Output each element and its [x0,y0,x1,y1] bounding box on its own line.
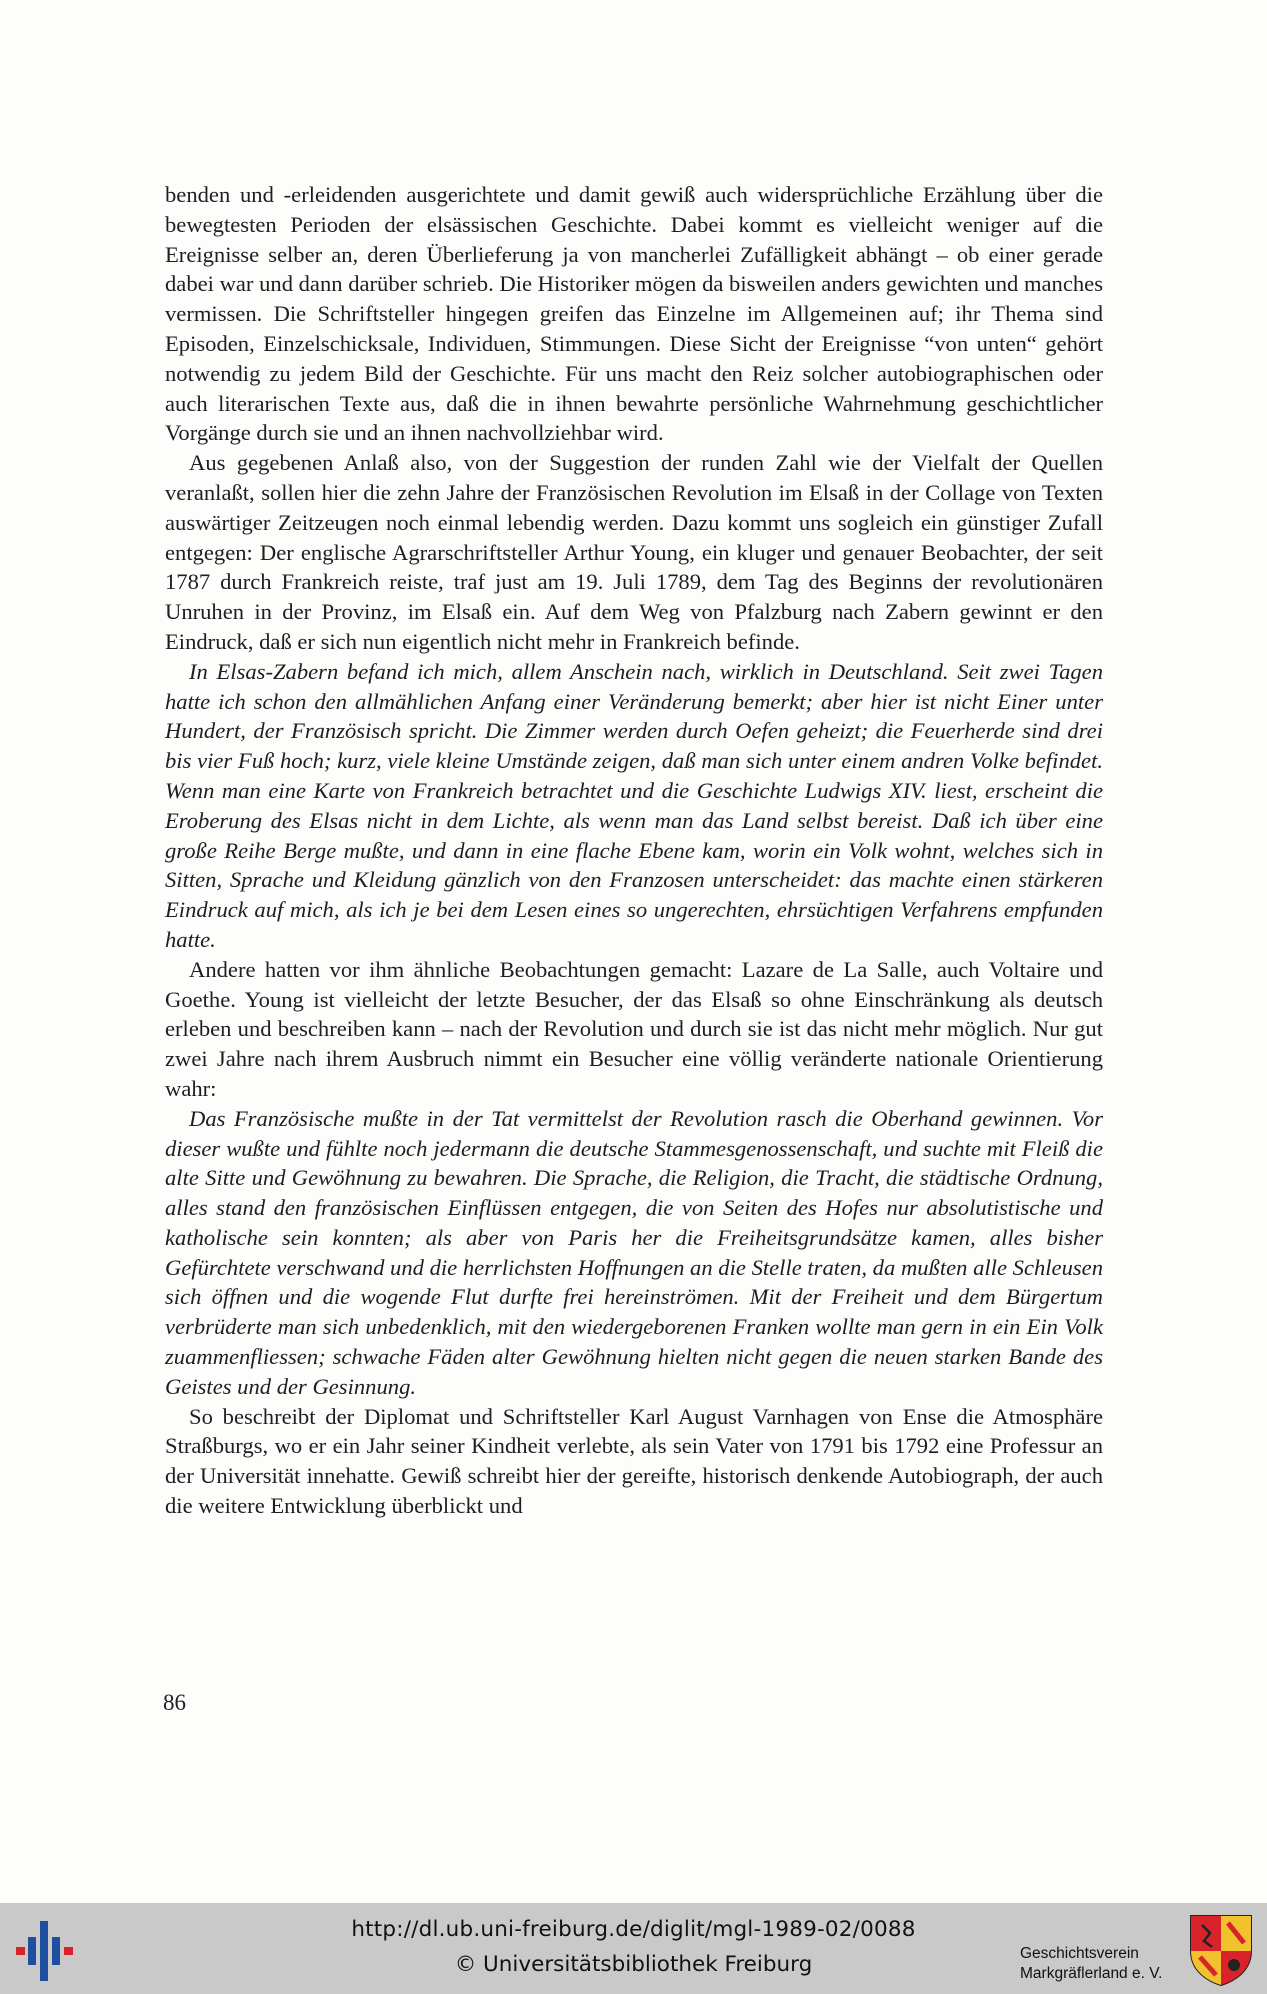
quote-varnhagen: Das Französische mußte in der Tat vermittelst der Revolution rasch die Oberhand gewinnen. Vor dieser wußte und fühlte noch jedermann die deutsche Stammesgenossenschaft, und suchte mit Fleiß die alte Sitte und Gewöhnung zu bewahren. Die Sprache, die Religion, die Tracht, die städtische Ordnung, alles stand den französischen Einflüssen entgegen, die von Seiten des Hofes nur absolutistische und katholische sein konnten; als aber von Paris her die Freiheitsgrundsätze kamen, alles bisher Gefürchtete verschwand und die herrlichsten Hoffnungen an die Stelle traten, da mußten alle Schleusen sich öffnen und die wogende Flut durfte frei hereinströmen. Mit der Freiheit und dem Bürgertum verbrüderte man sich unbedenklich, mit den wiedergeborenen Franken wollte man gern in ein Ein Volk zuammenfliessen; schwache Fäden alter Gewöhnung hielten nicht gegen die neuen starken Bande des Geistes und der Gesinnung. [165,1105,1103,1399]
society-line-2: Markgräflerland e. V. [1020,1965,1163,1982]
paragraph-4: So beschreibt der Diplomat und Schriftsteller Karl August Varnhagen von Ense die Atmosphäre Straßburgs, wo er ein Jahr seiner Kindheit verlebte, als sein Vater von 1791 bis 1792 eine Professur an der Universität innehatte. Gewiß schreibt hier der gereifte, historisch denkende Autobiograph, der auch die weitere Entwicklung überblickt und [165,1403,1103,1519]
paragraph-2: Aus gegebenen Anlaß also, von der Suggestion der runden Zahl wie der Vielfalt der Quellen veranlaßt, sollen hier die zehn Jahre der Französischen Revolution im Elsaß in der Collage von Texten auswärtiger Zeitzeugen noch einmal lebendig werden. Dazu kommt uns sogleich ein günstiger Zufall entgegen: Der englische Agrarschriftsteller Arthur Young, ein kluger und genauer Beobachter, der seit 1787 durch Frankreich reiste, traf just am 19. Juli 1789, dem Tag des Beginns der revolutionären Unruhen in der Provinz, im Elsaß ein. Auf dem Weg von Pfalzburg nach Zabern gewinnt er den Eindruck, daß er sich nun eigentlich nicht mehr in Frankreich befinde. [165,450,1103,654]
quote-young: In Elsas-Zabern befand ich mich, allem Anschein nach, wirklich in Deutschland. Seit zwei Tagen hatte ich schon den allmählichen Anfang einer Veränderung bemerkt; aber hier ist nicht Einer unter Hundert, der Französisch spricht. Die Zimmer werden durch Oefen geheizt; die Feuerherde sind drei bis vier Fuß hoch; kurz, viele kleine Umstände zeigen, daß man sich unter einem andren Volke befindet. Wenn man eine Karte von Frankreich betrachtet und die Geschichte Ludwigs XIV. liest, erscheint die Eroberung des Elsas nicht in dem Lichte, als wenn man das Land selbst bereist. Daß ich über eine große Reihe Berge mußte, und dann in eine flache Ebene kam, worin ein Volk wohnt, welches sich in Sitten, Sprache und Kleidung gänzlich von den Franzosen unterscheidet: das machte einen stärkeren Eindruck auf mich, als ich je bei dem Lesen eines so ungerechten, ehrsüchtigen Verfahrens empfunden hatte. [165,658,1103,952]
society-line-1: Geschichtsverein [1020,1945,1139,1962]
footer-bar [0,1903,1267,1994]
paragraph-1: benden und -erleidenden ausgerichtete und damit gewiß auch widersprüchliche Erzählung über die bewegtesten Perioden der elsässischen Geschichte. Dabei kommt es vielleicht weniger auf die Ereignisse selber an, deren Überlieferung ja von mancherlei Zufälligkeit abhängt – ob einer gerade dabei war und dann darüber schrieb. Die Historiker mögen da bisweilen anders gewichten und manches vermissen. Die Schriftsteller hingegen greifen das Einzelne im Allgemeinen auf; ihr Thema sind Episoden, Einzelschicksale, Individuen, Stimmungen. Diese Sicht der Ereignisse “von unten“ gehört notwendig zu jedem Bild der Geschichte. Für uns macht den Reiz solcher autobiographischen oder auch literarischen Texte aus, daß die in ihnen bewahrte persönliche Wahrnehmung geschichtlicher Vorgänge durch sie und an ihnen nachvollziehbar wird. [165,182,1103,446]
footer-copyright: © Universitätsbibliothek Freiburg [454,1952,813,1977]
paragraph-3: Andere hatten vor ihm ähnliche Beobachtungen gemacht: Lazare de La Salle, auch Voltaire und Goethe. Young ist vielleicht der letzte Besucher, der das Elsaß so ohne Einschränkung als deutsch erleben und beschreiben kann – nach der Revolution und durch sie ist das nicht mehr möglich. Nur gut zwei Jahre nach ihrem Ausbruch nimmt ein Besucher eine völlig veränderte nationale Orientierung wahr: [165,956,1103,1101]
page-number: 86 [163,1690,186,1715]
coat-of-arms-icon[interactable] [1188,1913,1254,1987]
society-name [1020,1944,1180,1984]
body-text [165,180,1103,1521]
footer-url-link[interactable]: http://dl.ub.uni-freiburg.de/diglit/mgl-1989-02/0088 [351,1917,916,1942]
